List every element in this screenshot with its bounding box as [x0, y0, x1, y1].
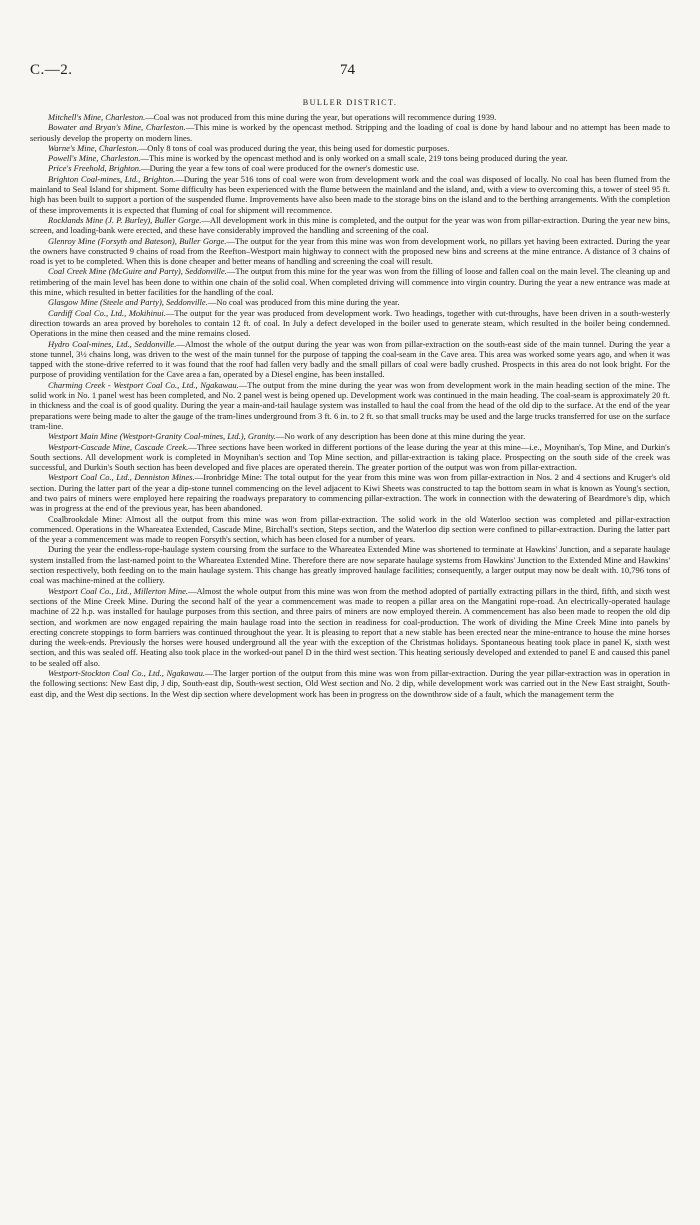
paragraph-text: —All development work in this mine is completed, and the output for the year was won from pillar-extraction. During the year new bins, screen, and loading-bank were erected, and these have considerably improved the handling and screening of the coal. — [30, 214, 670, 236]
paragraph — [30, 122, 670, 143]
paragraph — [30, 544, 670, 585]
paragraph-lead: Powell's Mine, Charleston. — [48, 153, 141, 164]
paragraph — [30, 586, 670, 668]
paragraph — [30, 339, 670, 380]
paragraph-text: —Ironbridge Mine: The total output for the year from this mine was won from pillar-extraction in Nos. 2 and 4 sections and Kruger's old section. During the latter part of the year a dip-stone tunnel commencing on the level adjacent to Kiwi Sheets was constructed to tap the bottom seam in what is known as Young's section, and two pairs of miners were employed here repairing the roadways preparatory to commencing pillar-extraction. The work in connection with the dewatering of Beardmore's dip, which was in progress at the end of the previous year, has been abandoned. — [30, 472, 670, 514]
paragraph-lead: Mitchell's Mine, Charleston. — [48, 112, 146, 122]
document-reference: C.—2. — [30, 62, 73, 78]
paragraph-text: —No coal was produced from this mine during the year. — [207, 297, 400, 308]
paragraph-text: —Coal was not produced from this mine during the year, but operations will recommence during 1939. — [145, 112, 497, 122]
paragraph — [30, 297, 670, 307]
paragraph-lead: Westport-Cascade Mine, Cascade Creek. — [48, 441, 189, 452]
paragraph — [30, 174, 670, 215]
paragraph-text: —The output for the year was produced from development work. Two headings, together with cut-throughs, have been driven in a south-westerly direction towards an area proved by boreholes to contain 12 ft. of coal. In July a defect developed in the boiler used to generate steam, which resulted in the boiler being condemned. Operations in the mine then ceased and the mine remains closed. — [30, 307, 670, 339]
paragraph-text: —The output from the mine during the year was won from development work in the main heading section of the mine. The solid work in No. 1 panel west has been completed, and No. 2 panel west is being opened up. Development work was continued in the main heading. The coal-seam is approximately 20 ft. in thickness and the coal is of good quality. During the year a main-and-tail haulage system was installed to haul the coal from the head of the old dip to the surface. At the end of the year preparations were being made to alter the gauge of the tram-lines underground from 3 ft. 6 in. to 2 ft. so that small trucks may be used and the large trucks transferred for use on the surface tram-line. — [30, 379, 670, 431]
paragraph-lead: Charming Creek - Westport Coal Co., Ltd., Ngakawau. — [48, 379, 239, 390]
paragraph-text: Coalbrookdale Mine: Almost all the output from this mine was won from pillar-extraction. The solid work in the old Waterloo section was completed and pillar-extraction commenced. Operations in the Whareatea Extended, Cascade Mine, Birchall's section, Steps section, and the Waterloo dip section were confined to pillar-extraction. During the latter part of the year a commencement was made to reopen Forsyth's section, which has been closed for a number of years. — [30, 513, 670, 545]
paragraph-text: During the year the endless-rope-haulage system coursing from the surface to the Whareatea Extended Mine was shortened to terminate at Hawkins' Junction, and a separate haulage system installed from the last-named point to the Whareatea Extended Mine. Therefore there are now separate haulage systems from Hawkins' Junction to the Extended Mine and Hawkins' section respectively, both feeding on to the main haulage system. This change has greatly improved haulage facilities; consequently, a larger output may now be dealt with. 10,796 tons of coal was machine-mined at the colliery. — [30, 544, 670, 586]
paragraph-lead: Cardiff Coal Co., Ltd., Mokihinui. — [48, 307, 166, 318]
paragraph-text: —This mine is worked by the opencast method and is only worked on a small scale, 219 tons being produced during the year. — [140, 153, 568, 164]
paragraph-lead: Glenroy Mine (Forsyth and Bateson), Buller Gorge. — [48, 235, 227, 246]
paragraph-lead: Westport Coal Co., Ltd., Millerton Mine. — [48, 585, 188, 596]
paragraph-lead: Brighton Coal-mines, Ltd., Brighton. — [48, 173, 176, 184]
paragraph — [30, 143, 670, 153]
paragraph — [30, 308, 670, 339]
paragraph-lead: Coal Creek Mine (McGuire and Party), Seddonville. — [48, 266, 227, 277]
paragraph — [30, 266, 670, 297]
paragraph-lead: Rocklands Mine (J. P. Burley), Buller Gorge. — [48, 214, 202, 225]
paragraph — [30, 153, 670, 163]
paragraph-text: —No work of any description has been done at this mine during the year. — [275, 431, 526, 442]
document-body — [30, 112, 670, 699]
paragraph — [30, 236, 670, 267]
paragraph-lead: Glasgow Mine (Steele and Party), Seddonville. — [48, 297, 208, 308]
paragraph-lead: Bowater and Bryan's Mine, Charleston. — [48, 122, 186, 133]
paragraph-text: —The output for the year from this mine was won from development work, no pillars yet having been extracted. During the year the owners have constructed 9 chains of road from the Reefton–Westport main highway to connect with the proposed new bins and screens at the mine entrance. A distance of 3 chains of road is yet to be completed. When this is done cheaper and better means of handling and screening the coal will result. — [30, 235, 670, 267]
paragraph-text: —Almost the whole of the output during the year was won from pillar-extraction on the south-east side of the main tunnel. During the year a stone tunnel, 3½ chains long, was driven to the west of the main tunnel for the purpose of tapping the coal-seam in the Cave area. This area was worked some years ago, and when it was tapped with the stone-drive referred to it was found that the roof had fallen very badly and the small pillars of coal were badly crushed. Prospects in this area do not look bright. For the purpose of providing ventilation for the Cave area a fan, operated by a Diesel engine, has been installed. — [30, 338, 670, 380]
paragraph-lead: Westport-Stockton Coal Co., Ltd., Ngakawau. — [48, 668, 205, 679]
paragraph-lead: Hydro Coal-mines, Ltd., Seddonville. — [48, 338, 177, 349]
paragraph-text: —Almost the whole output from this mine was won from the method adopted of partially extracting pillars in the third, fifth, and sixth west sections of the Mine Creek Mine. During the second half of the year a commencement was made to reopen a pillar area on the Mangatini rope-road. An electrically-operated haulage machine of 22 h.p. was installed for haulage purposes from this section, and three pairs of miners are now employed therein. A commencement has also been made to reopen the old dip section, and workmen are now engaged repairing the main haulage road into the section in readiness for coal-production. The work of dividing the Mine Creek Mine into panels by erecting concrete stoppings to form barriers was continued throughout the year. It is pleasing to report that a new stable has been erected near the mine-entrance to house the mine horses during the week-ends. Previously the horses were housed underground all the year with the exception of the Christmas holidays. Spontaneous heating took place in panel K, sixth west section, and this was sealed off. Heating also took place in the worked-out panel D in the third west section. This heating seriously developed and extended to panel E and caused this panel to be sealed off also. — [30, 585, 670, 668]
paragraph-text: —During the year 516 tons of coal were won from development work and the coal was disposed of locally. No coal has been flumed from the mainland to Seal Island for shipment. Some difficulty has been experienced with the flume between the mainland and the island, and, with a view to overcoming this, a tower of steel 95 ft. high has been built to support a portion of the suspended flume. Improvements have also been made to the storage bins on the island and to the berthing arrangements. With the completion of these improvements it is expected that fluming of coal for shipment will recommence. — [30, 173, 670, 215]
paragraph-text: —This mine is worked by the opencast method. Stripping and the loading of coal is done by hand labour and no attempt has been made to seriously develop the property on modern lines. — [30, 122, 670, 143]
paragraph-lead: Warne's Mine, Charleston. — [48, 142, 139, 153]
page-number: 74 — [340, 62, 355, 78]
paragraph-text: —Only 8 tons of coal was produced during the year, this being used for domestic purposes. — [138, 142, 450, 153]
paragraph-lead: Price's Freehold, Brighton. — [48, 163, 142, 174]
paragraph — [30, 431, 670, 441]
paragraph — [30, 442, 670, 473]
page-header — [30, 62, 670, 84]
paragraph-lead: Westport Main Mine (Westport-Granity Coal-mines, Ltd.), Granity. — [48, 431, 276, 442]
paragraph-text: —During the year a few tons of coal were produced for the owner's domestic use. — [141, 163, 420, 174]
paragraph — [30, 472, 670, 513]
paragraph-text: —The larger portion of the output from this mine was won from pillar-extraction. During the year pillar-extraction was in operation in the following sections: New East dip, J dip, South-east dip, South-west section, Old West section and No. 2 dip, while development work was carried out in the New East straight, South-east dip, and the West dip sections. In the West dip section where development work has been in progress on the downthrow side of a fault, which the management term the — [30, 668, 670, 699]
paragraph — [30, 514, 670, 545]
paragraph — [30, 215, 670, 236]
paragraph — [30, 668, 670, 699]
paragraph — [30, 380, 670, 431]
paragraph-text: —The output from this mine for the year was won from the filling of loose and fallen coal on the main level. The cleaning up and retimbering of the main level has been done to within one chain of the solid coal. When completed driving will commence into virgin country. During the year a new entrance was made at this mine, which resulted in better facilities for the handling of the coal. — [30, 266, 670, 298]
paragraph-text: —Three sections have been worked in different portions of the lease during the year at this mine—i.e., Moynihan's, Top Mine, and Durkin's South sections. All development work is completed in Moynihan's section and Top Mine section, and pillar-extraction is taking place. Prospecting on the south side of the creek was successful, and Durkin's South section has been developed and five places are operated therein. The greater portion of the output was won from pillar-extraction. — [30, 441, 670, 473]
paragraph — [30, 112, 670, 122]
paragraph-lead: Westport Coal Co., Ltd., Denniston Mines. — [48, 472, 195, 483]
section-title: BULLER DISTRICT. — [302, 98, 398, 107]
paragraph — [30, 163, 670, 173]
